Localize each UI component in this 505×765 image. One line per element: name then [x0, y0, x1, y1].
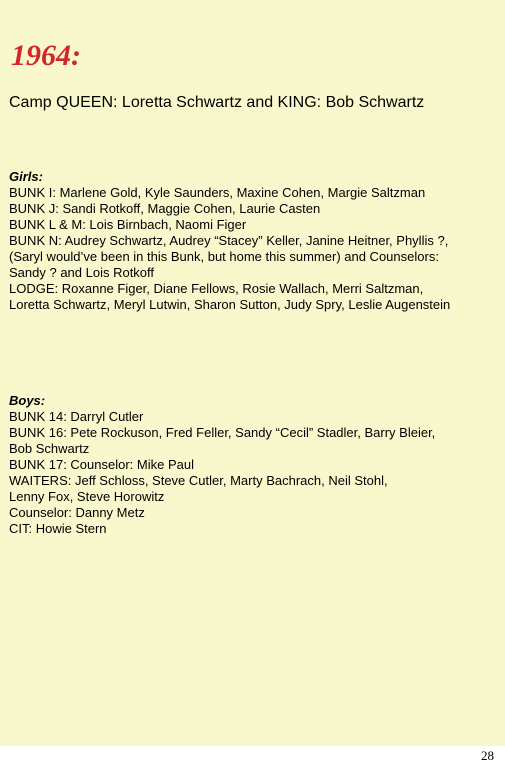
- girls-entry: BUNK I: Marlene Gold, Kyle Saunders, Maxine Cohen, Margie Saltzman: [9, 185, 426, 200]
- boys-entry: CIT: Howie Stern: [9, 521, 107, 536]
- boys-entry: BUNK 16: Pete Rockuson, Fred Feller, Sandy “Cecil” Stadler, Barry Bleier,: [9, 425, 436, 440]
- boys-entry: Counselor: Danny Metz: [9, 505, 145, 520]
- girls-entry: (Saryl would’ve been in this Bunk, but home this summer) and Counselors:: [9, 249, 439, 264]
- boys-entry: Lenny Fox, Steve Horowitz: [9, 489, 165, 504]
- camp-royalty-line: Camp QUEEN: Loretta Schwartz and KING: Bob Schwartz: [9, 94, 425, 111]
- girls-entry: Loretta Schwartz, Meryl Lutwin, Sharon Sutton, Judy Spry, Leslie Augenstein: [9, 297, 451, 312]
- boys-entry: WAITERS: Jeff Schloss, Steve Cutler, Marty Bachrach, Neil Stohl,: [9, 473, 388, 488]
- boys-entry: BUNK 17: Counselor: Mike Paul: [9, 457, 194, 472]
- year-heading: 1964:: [11, 39, 81, 72]
- boys-entry: Bob Schwartz: [9, 441, 90, 456]
- boys-heading: Boys:: [9, 393, 46, 408]
- girls-entry: BUNK J: Sandi Rotkoff, Maggie Cohen, Laurie Casten: [9, 201, 321, 216]
- girls-entry: Sandy ? and Lois Rotkoff: [9, 265, 155, 280]
- girls-section: [9, 169, 499, 313]
- boys-entry: BUNK 14: Darryl Cutler: [9, 409, 144, 424]
- girls-entry: BUNK L & M: Lois Birnbach, Naomi Figer: [9, 217, 247, 232]
- girls-entry: BUNK N: Audrey Schwartz, Audrey “Stacey” Keller, Janine Heitner, Phyllis ?,: [9, 233, 449, 248]
- page-number: 28: [481, 748, 494, 763]
- boys-section: [9, 393, 499, 537]
- girls-heading: Girls:: [9, 169, 43, 184]
- girls-entry: LODGE: Roxanne Figer, Diane Fellows, Rosie Wallach, Merri Saltzman,: [9, 281, 424, 296]
